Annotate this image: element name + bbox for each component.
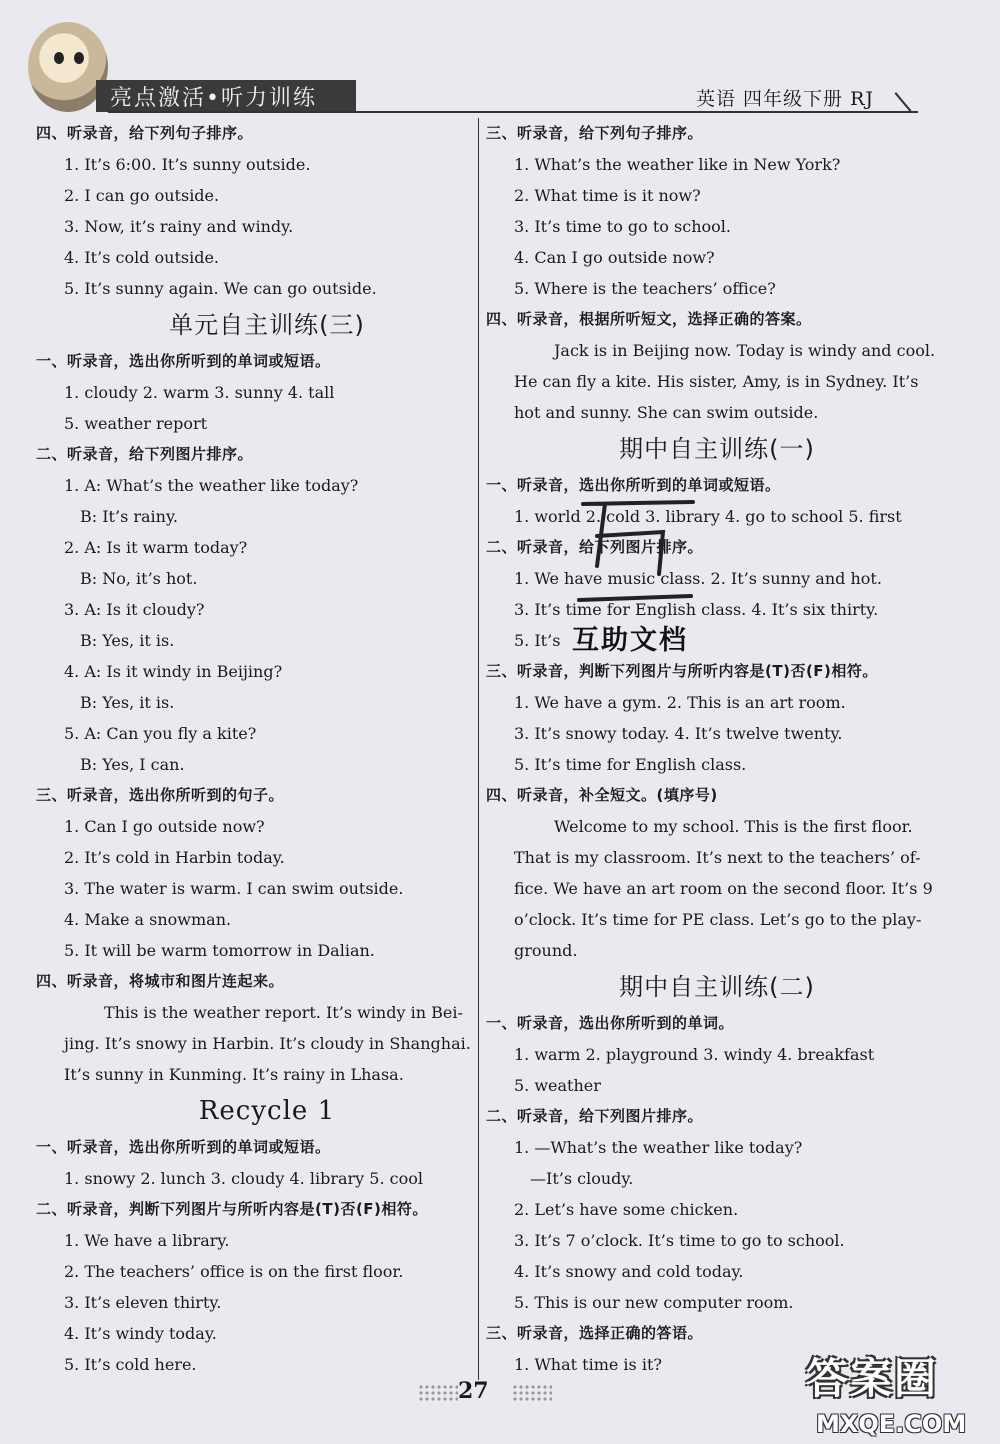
list-item: 4. Make a snowman. bbox=[64, 910, 232, 929]
list-item: 1. What time is it? bbox=[514, 1355, 662, 1374]
list-item: 4. Can I go outside now? bbox=[514, 248, 715, 267]
mascot-eye bbox=[74, 52, 84, 64]
list-item: 4. It’s cold outside. bbox=[64, 248, 220, 267]
book-info: 英语 四年级下册 RJ bbox=[696, 88, 875, 110]
paragraph-line: Jack is in Beijing now. Today is windy and cool. bbox=[554, 341, 936, 360]
list-item: 3. A: Is it cloudy? bbox=[64, 600, 205, 619]
list-item: 1. It’s 6:00. It’s sunny outside. bbox=[64, 155, 311, 174]
paragraph-line: Welcome to my school. This is the first floor. bbox=[554, 817, 913, 836]
exercise-heading: 二、听录音，给下列图片排序。 bbox=[36, 445, 254, 463]
handwritten-watermark-mark bbox=[575, 496, 695, 626]
section-title: 期中自主训练(二) bbox=[619, 973, 815, 1001]
exercise-heading: 一、听录音，选出你所听到的单词或短语。 bbox=[36, 352, 331, 370]
paragraph-line: It’s sunny in Kunming. It’s rainy in Lhasa. bbox=[64, 1065, 404, 1084]
list-item: 3. It’s time to go to school. bbox=[514, 217, 731, 236]
exercise-heading: 四、听录音，补全短文。(填序号) bbox=[486, 786, 718, 804]
list-item: 2. It’s cold in Harbin today. bbox=[64, 848, 285, 867]
series-banner: 亮点激活•听力训练 bbox=[96, 80, 356, 112]
list-item: 1. Can I go outside now? bbox=[64, 817, 265, 836]
paragraph-line: o’clock. It’s time for PE class. Let’s go to the play- bbox=[514, 910, 922, 929]
list-item: 1. —What’s the weather like today? bbox=[514, 1138, 803, 1157]
list-item: 2. A: Is it warm today? bbox=[64, 538, 248, 557]
list-item: 3. It’s eleven thirty. bbox=[64, 1293, 222, 1312]
footer-dots-right bbox=[512, 1384, 552, 1402]
dialogue-response: B: Yes, it is. bbox=[80, 631, 175, 650]
paragraph-line: This is the weather report. It’s windy in Bei- bbox=[104, 1003, 463, 1022]
list-item: 1. A: What’s the weather like today? bbox=[64, 476, 359, 495]
paragraph-line: jing. It’s snowy in Harbin. It’s cloudy in Shanghai. bbox=[64, 1034, 471, 1053]
watermark-text: 互助文档 bbox=[572, 625, 688, 656]
list-item: 3. It’s time for English class. 4. It’s six thirty. bbox=[514, 600, 879, 619]
header-slash bbox=[895, 92, 912, 112]
list-item: 3. Now, it’s rainy and windy. bbox=[64, 217, 294, 236]
list-item: 1. What’s the weather like in New York? bbox=[514, 155, 841, 174]
list-item: 3. The water is warm. I can swim outside. bbox=[64, 879, 404, 898]
list-item: 5. It’s sunny again. We can go outside. bbox=[64, 279, 377, 298]
dialogue-response: B: No, it’s hot. bbox=[80, 569, 198, 588]
section-title: 单元自主训练(三) bbox=[169, 311, 365, 339]
paragraph-line: He can fly a kite. His sister, Amy, is in Sydney. It’s bbox=[514, 372, 919, 391]
footer-dots-left bbox=[418, 1384, 458, 1402]
list-item: 2. The teachers’ office is on the first floor. bbox=[64, 1262, 404, 1281]
list-item: 4. A: Is it windy in Beijing? bbox=[64, 662, 283, 681]
list-item: 5. It’s time for English class. bbox=[514, 755, 747, 774]
paragraph-line: fice. We have an art room on the second floor. It’s 9 bbox=[514, 879, 933, 898]
exercise-heading: 四、听录音，给下列句子排序。 bbox=[36, 124, 254, 142]
exercise-heading: 四、听录音，根据所听短文，选择正确的答案。 bbox=[486, 310, 812, 328]
header-rule bbox=[108, 111, 918, 113]
dialogue-response: B: Yes, it is. bbox=[80, 693, 175, 712]
paragraph-line: That is my classroom. It’s next to the teachers’ of- bbox=[514, 848, 921, 867]
paragraph-line: hot and sunny. She can swim outside. bbox=[514, 403, 819, 422]
corner-logo-top: 答案圈 bbox=[806, 1354, 939, 1403]
dialogue-response: B: Yes, I can. bbox=[80, 755, 185, 774]
list-item: 1. world 2. cold 3. library 4. go to school 5. first bbox=[514, 507, 902, 526]
exercise-heading: 二、听录音，判断下列图片与所听内容是(T)否(F)相符。 bbox=[36, 1200, 428, 1218]
exercise-heading: 三、听录音，选出你所听到的句子。 bbox=[36, 786, 285, 804]
exercise-heading: 三、听录音，给下列句子排序。 bbox=[486, 124, 704, 142]
left-column bbox=[36, 118, 498, 1380]
list-item: 1. We have a gym. 2. This is an art room. bbox=[514, 693, 846, 712]
exercise-heading: 一、听录音，选出你所听到的单词。 bbox=[486, 1014, 735, 1032]
list-item: 1. cloudy 2. warm 3. sunny 4. tall bbox=[64, 383, 335, 402]
exercise-heading: 一、听录音，选出你所听到的单词或短语。 bbox=[486, 476, 781, 494]
list-item: 1. snowy 2. lunch 3. cloudy 4. library 5. cool bbox=[64, 1169, 423, 1188]
list-item: 5. A: Can you fly a kite? bbox=[64, 724, 257, 743]
list-item: 5. This is our new computer room. bbox=[514, 1293, 794, 1312]
list-item: 5. Where is the teachers’ office? bbox=[514, 279, 776, 298]
section-title: Recycle 1 bbox=[198, 1096, 336, 1126]
exercise-heading: 四、听录音，将城市和图片连起来。 bbox=[36, 972, 285, 990]
list-item: 5. It’s bbox=[514, 631, 561, 650]
page-number: 27 bbox=[458, 1378, 489, 1404]
list-item: 2. Let’s have some chicken. bbox=[514, 1200, 739, 1219]
right-column bbox=[486, 118, 948, 1380]
corner-logo-bottom: MXQE.COM bbox=[816, 1410, 967, 1438]
list-item: 2. I can go outside. bbox=[64, 186, 220, 205]
list-item: 5. It’s cold here. bbox=[64, 1355, 197, 1374]
column-divider bbox=[478, 118, 479, 1380]
list-item: 5. weather bbox=[514, 1076, 601, 1095]
list-item: 4. It’s snowy and cold today. bbox=[514, 1262, 744, 1281]
list-item: 5. It will be warm tomorrow in Dalian. bbox=[64, 941, 375, 960]
page-header bbox=[0, 0, 1000, 118]
paragraph-line: ground. bbox=[514, 941, 578, 960]
list-item: 1. warm 2. playground 3. windy 4. breakfast bbox=[514, 1045, 875, 1064]
section-title: 期中自主训练(一) bbox=[619, 435, 815, 463]
list-item: 3. It’s 7 o’clock. It’s time to go to school. bbox=[514, 1231, 845, 1250]
list-item: 1. We have music class. 2. It’s sunny and hot. bbox=[514, 569, 882, 588]
exercise-heading: 一、听录音，选出你所听到的单词或短语。 bbox=[36, 1138, 331, 1156]
dialogue-response: —It’s cloudy. bbox=[530, 1169, 634, 1188]
list-item: 5. weather report bbox=[64, 414, 208, 433]
list-item: 1. We have a library. bbox=[64, 1231, 230, 1250]
exercise-heading: 三、听录音，选择正确的答语。 bbox=[486, 1324, 704, 1342]
list-item: 4. It’s windy today. bbox=[64, 1324, 217, 1343]
exercise-heading: 二、听录音，给下列图片排序。 bbox=[486, 1107, 704, 1125]
list-item: 2. What time is it now? bbox=[514, 186, 701, 205]
mascot-eye bbox=[54, 52, 64, 64]
exercise-heading: 二、听录音，给下列图片排序。 bbox=[486, 538, 704, 556]
list-item: 3. It’s snowy today. 4. It’s twelve twenty. bbox=[514, 724, 843, 743]
dialogue-response: B: It’s rainy. bbox=[80, 507, 178, 526]
exercise-heading: 三、听录音，判断下列图片与所听内容是(T)否(F)相符。 bbox=[486, 662, 878, 680]
